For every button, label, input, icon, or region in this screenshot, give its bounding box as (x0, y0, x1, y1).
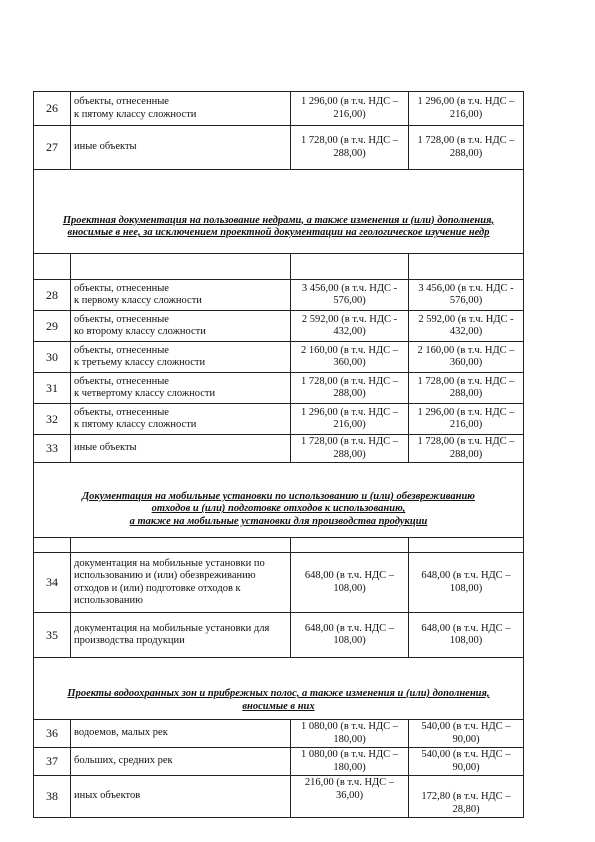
price-cell: 648,00 (в т.ч. НДС – 108,00) (409, 553, 524, 613)
row-number: 29 (34, 311, 71, 342)
object-cell: объекты, отнесенные ко второму классу сложности (71, 311, 291, 342)
price-cell: 2 592,00 (в т.ч. НДС - 432,00) (291, 311, 409, 342)
table-row (34, 404, 524, 435)
row-number: 26 (34, 92, 71, 126)
table-row (34, 280, 524, 311)
row-number: 37 (34, 748, 71, 776)
section-title-mobile-units: Документация на мобильные установки по использованию и (или) обезвреживанию отходов и (или) подготовке отходов к использованию, а также на мобильные установки для производства продукции (34, 463, 524, 538)
section-title-water-zones: Проекты водоохранных зон и прибрежных полос, а также изменения и (или) дополнения, вносимые в них (34, 658, 524, 720)
section-header-row (34, 658, 524, 720)
object-cell: объекты, отнесенные к пятому классу сложности (71, 92, 291, 126)
row-number: 32 (34, 404, 71, 435)
section-title-subsoil: Проектная документация на пользование недрами, а также изменения и (или) дополнения, вносимые в нее, за исключением проектной документации на геологическое изучение недр (34, 170, 524, 254)
price-cell: 1 296,00 (в т.ч. НДС – 216,00) (409, 404, 524, 435)
price-cell: 540,00 (в т.ч. НДС – 90,00) (409, 720, 524, 748)
object-cell: объекты, отнесенные к первому классу сложности (71, 280, 291, 311)
price-cell: 1 728,00 (в т.ч. НДС – 288,00) (409, 373, 524, 404)
price-cell: 1 080,00 (в т.ч. НДС – 180,00) (291, 720, 409, 748)
price-cell: 648,00 (в т.ч. НДС – 108,00) (409, 613, 524, 658)
object-cell: иные объекты (71, 435, 291, 463)
spacer-row (34, 254, 524, 280)
price-cell: 648,00 (в т.ч. НДС – 108,00) (291, 553, 409, 613)
row-number: 30 (34, 342, 71, 373)
table-row (34, 776, 524, 818)
row-number: 36 (34, 720, 71, 748)
price-cell: 1 296,00 (в т.ч. НДС – 216,00) (291, 92, 409, 126)
price-cell: 1 728,00 (в т.ч. НДС – 288,00) (409, 435, 524, 463)
object-cell: документация на мобильные установки по использованию и (или) обезвреживанию отходов и (или) подготовке отходов к использованию (71, 553, 291, 613)
price-cell: 1 728,00 (в т.ч. НДС – 288,00) (409, 126, 524, 170)
row-number: 35 (34, 613, 71, 658)
object-cell: иные объекты (71, 126, 291, 170)
price-cell: 1 080,00 (в т.ч. НДС – 180,00) (291, 748, 409, 776)
object-cell: водоемов, малых рек (71, 720, 291, 748)
price-cell: 1 296,00 (в т.ч. НДС – 216,00) (291, 404, 409, 435)
price-cell: 2 160,00 (в т.ч. НДС – 360,00) (291, 342, 409, 373)
table-row (34, 613, 524, 658)
price-cell: 2 160,00 (в т.ч. НДС – 360,00) (409, 342, 524, 373)
object-cell: объекты, отнесенные к четвертому классу сложности (71, 373, 291, 404)
object-cell: объекты, отнесенные к третьему классу сложности (71, 342, 291, 373)
price-cell: 540,00 (в т.ч. НДС – 90,00) (409, 748, 524, 776)
price-cell: 648,00 (в т.ч. НДС – 108,00) (291, 613, 409, 658)
table-row (34, 126, 524, 170)
price-cell: 216,00 (в т.ч. НДС – 36,00) (291, 776, 409, 818)
object-cell: объекты, отнесенные к пятому классу сложности (71, 404, 291, 435)
price-cell: 1 728,00 (в т.ч. НДС – 288,00) (291, 373, 409, 404)
table-row (34, 553, 524, 613)
table-row (34, 342, 524, 373)
row-number: 28 (34, 280, 71, 311)
object-cell: иных объектов (71, 776, 291, 818)
table-row (34, 435, 524, 463)
price-cell: 1 728,00 (в т.ч. НДС – 288,00) (291, 435, 409, 463)
table-row (34, 720, 524, 748)
table-row (34, 92, 524, 126)
price-cell: 2 592,00 (в т.ч. НДС - 432,00) (409, 311, 524, 342)
section-header-row (34, 463, 524, 538)
table-row (34, 311, 524, 342)
table-row (34, 373, 524, 404)
price-cell: 3 456,00 (в т.ч. НДС - 576,00) (409, 280, 524, 311)
price-cell: 3 456,00 (в т.ч. НДС - 576,00) (291, 280, 409, 311)
object-cell: документация на мобильные установки для производства продукции (71, 613, 291, 658)
row-number: 34 (34, 553, 71, 613)
row-number: 38 (34, 776, 71, 818)
row-number: 27 (34, 126, 71, 170)
section-header-row (34, 170, 524, 254)
row-number: 31 (34, 373, 71, 404)
fee-table (33, 91, 524, 818)
price-cell: 1 728,00 (в т.ч. НДС – 288,00) (291, 126, 409, 170)
price-cell: 1 296,00 (в т.ч. НДС – 216,00) (409, 92, 524, 126)
spacer-row (34, 538, 524, 553)
table-row (34, 748, 524, 776)
price-cell: 172,80 (в т.ч. НДС – 28,80) (409, 776, 524, 818)
object-cell: больших, средних рек (71, 748, 291, 776)
row-number: 33 (34, 435, 71, 463)
